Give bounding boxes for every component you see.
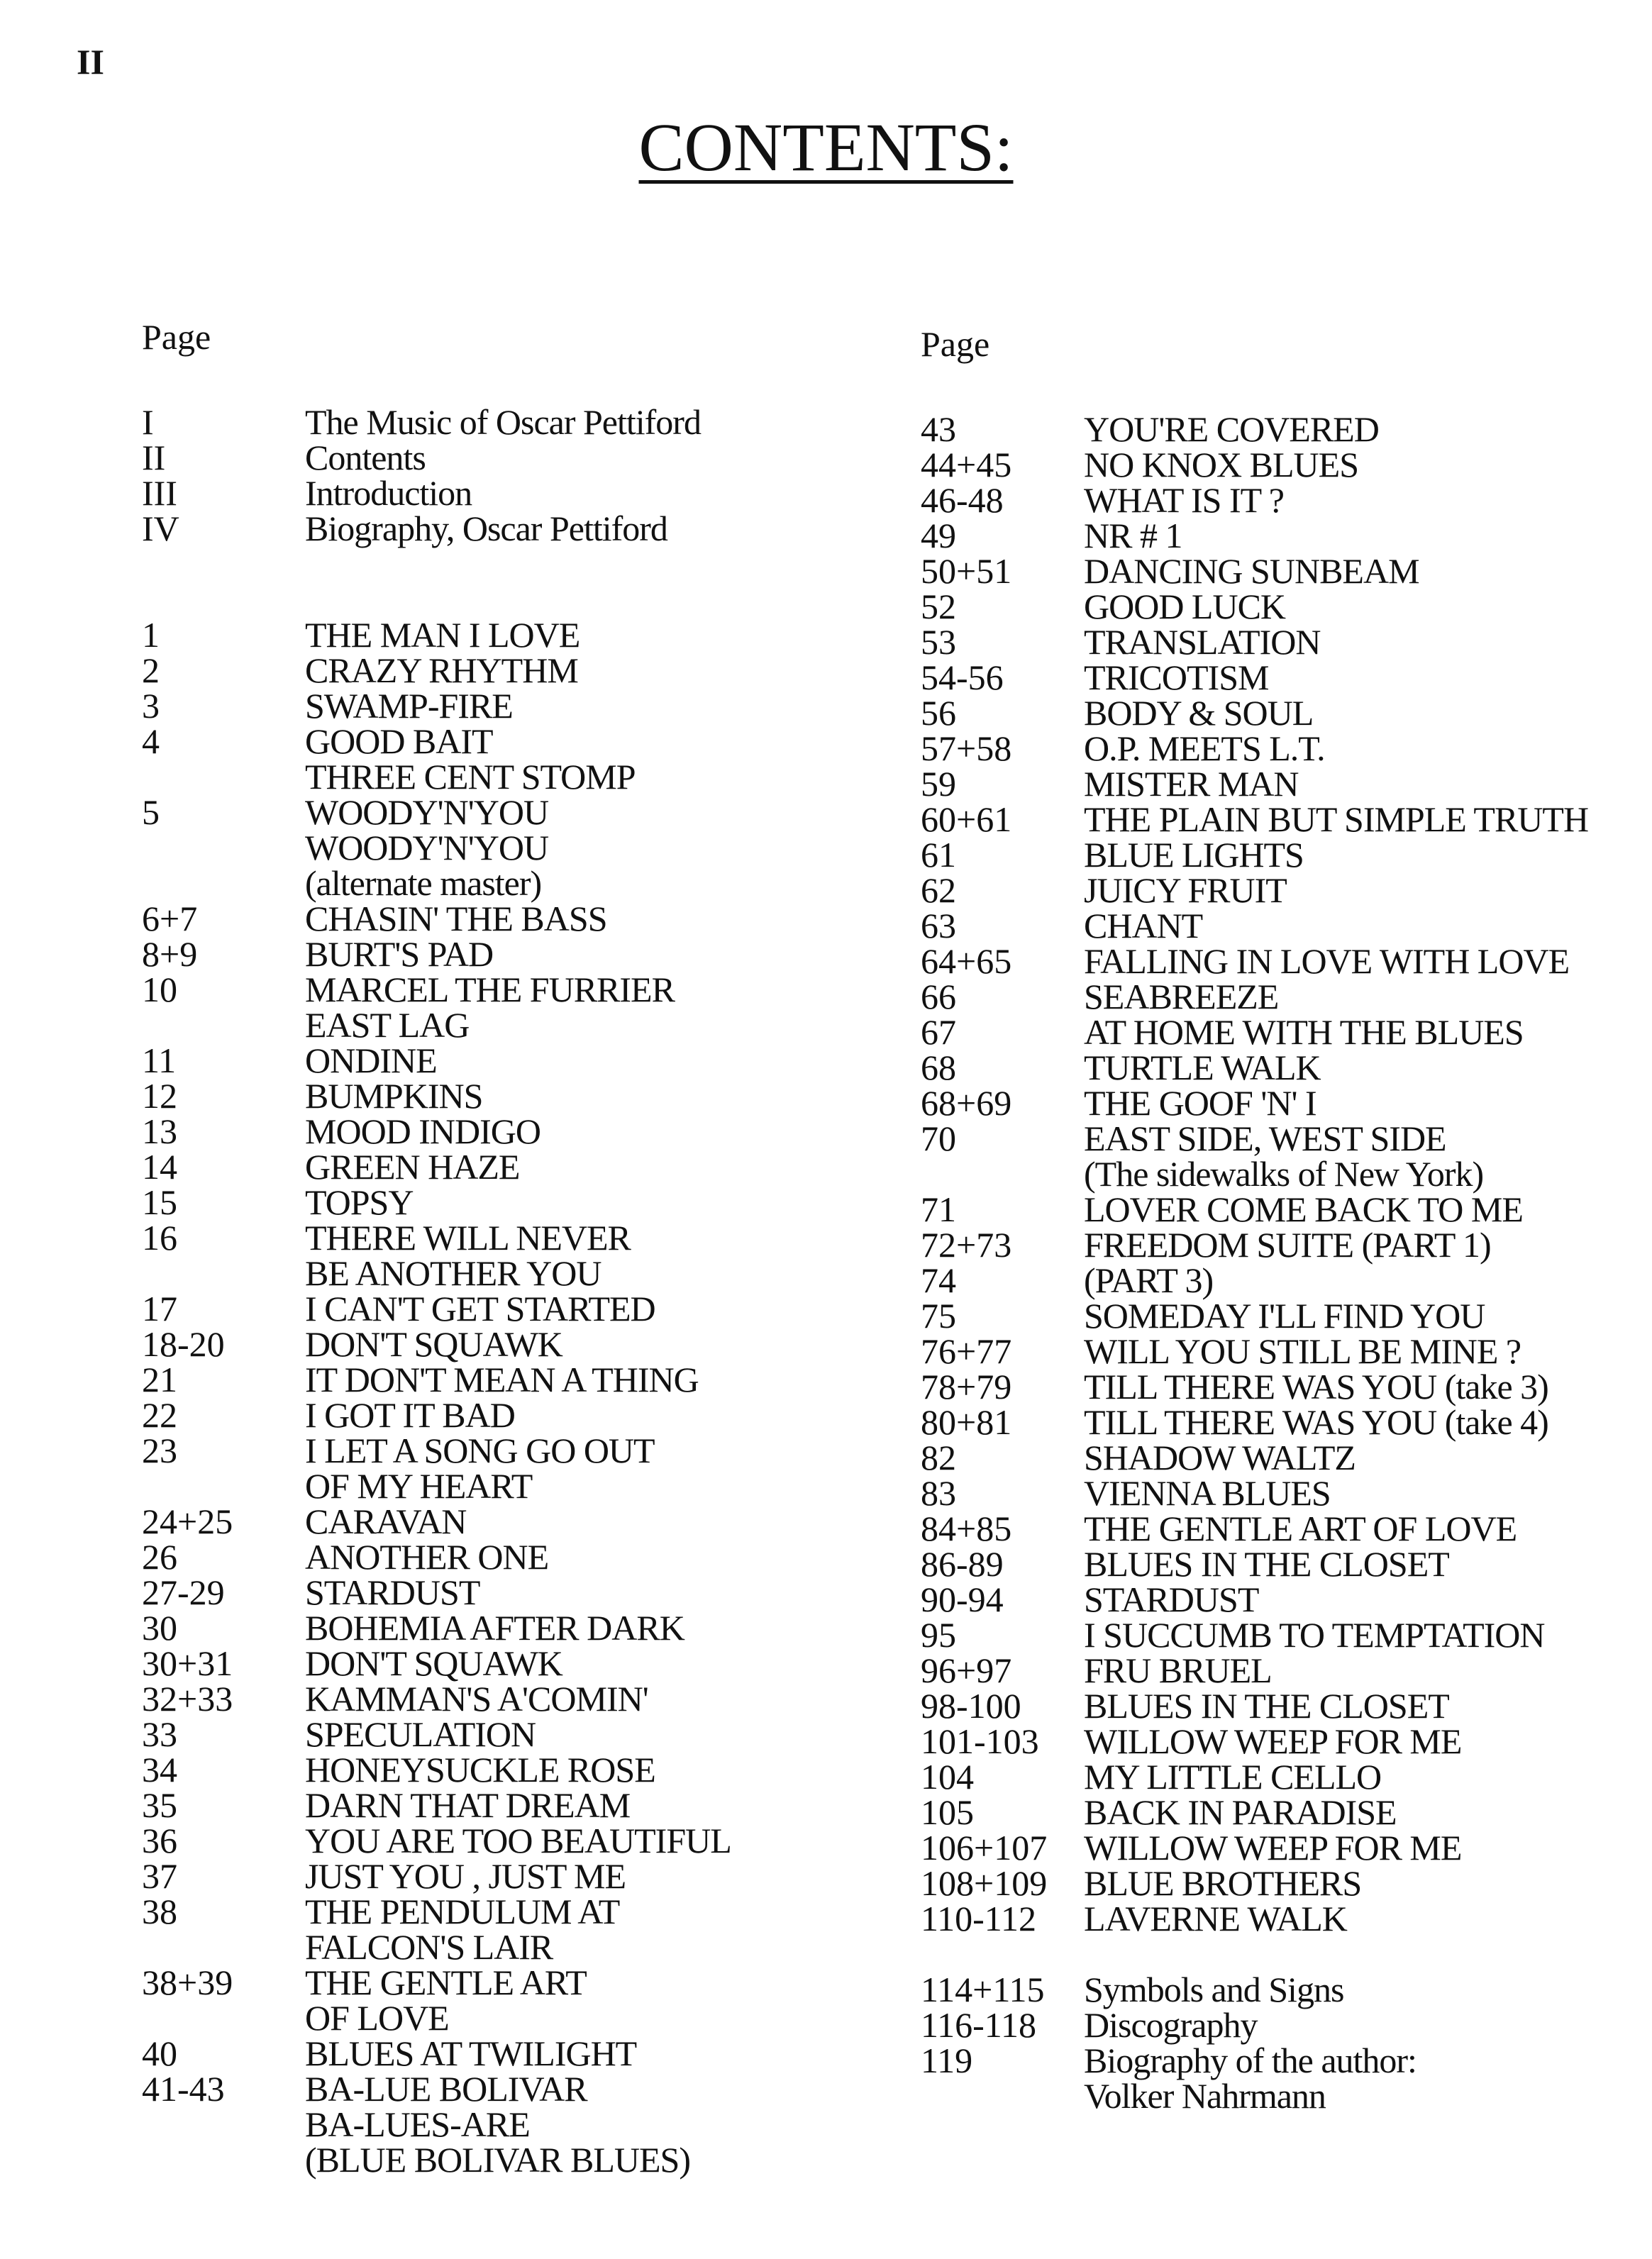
entry-page-number: 16 xyxy=(142,1218,177,1258)
entry-title: HONEYSUCKLE ROSE xyxy=(305,1750,655,1789)
contents-entry xyxy=(921,1121,1637,1156)
entry-page-number: 18-20 xyxy=(142,1324,225,1364)
entry-title: SOMEDAY I'LL FIND YOU xyxy=(1084,1296,1485,1336)
entry-page-number xyxy=(142,1468,305,1504)
entry-title: BLUES IN THE CLOSET xyxy=(1084,1686,1449,1726)
contents-entry xyxy=(142,1433,851,1468)
entry-title: WILL YOU STILL BE MINE ? xyxy=(1084,1331,1521,1371)
entry-title: LAVERNE WALK xyxy=(1084,1899,1347,1938)
contents-entry xyxy=(142,617,851,653)
entry-page-number xyxy=(142,830,305,865)
entry-title: THE PENDULUM AT xyxy=(305,1892,620,1931)
contents-entry xyxy=(921,1369,1637,1404)
contents-entry xyxy=(142,1679,851,1719)
entry-title: DANCING SUNBEAM xyxy=(1084,551,1419,591)
entry-title: DON'T SQUAWK xyxy=(305,1643,562,1683)
contents-entry xyxy=(142,1572,851,1612)
contents-entry xyxy=(921,1830,1637,1865)
entry-page-number xyxy=(142,2000,305,2036)
contents-entry xyxy=(921,695,1637,731)
entry-page-number: 35 xyxy=(142,1785,177,1825)
entry-title: MOOD INDIGO xyxy=(305,1111,541,1151)
entry-title: TRANSLATION xyxy=(1084,622,1321,662)
page-title-text: CONTENTS: xyxy=(638,109,1014,185)
entry-page-number: 74 xyxy=(921,1260,956,1300)
entry-page-number: 78+79 xyxy=(921,1367,1012,1406)
entry-title: SHADOW WALTZ xyxy=(1084,1438,1356,1477)
entry-title: DARN THAT DREAM xyxy=(305,1785,631,1825)
entry-page-number: 63 xyxy=(921,906,956,945)
entry-page-number: 66 xyxy=(921,977,956,1016)
contents-entry xyxy=(142,1468,851,1504)
entry-title: BODY & SOUL xyxy=(1084,693,1314,733)
entry-title: MISTER MAN xyxy=(1084,764,1299,804)
contents-entry xyxy=(142,1362,851,1397)
entry-title: FRU BRUEL xyxy=(1084,1650,1272,1690)
entry-page-number: 38 xyxy=(142,1892,177,1931)
contents-entry xyxy=(921,2043,1637,2078)
contents-entry xyxy=(142,1078,851,1114)
entry-page-number: 53 xyxy=(921,622,956,662)
contents-entry xyxy=(142,2140,851,2180)
entry-title: YOU'RE COVERED xyxy=(1084,409,1379,449)
contents-entry xyxy=(921,1794,1637,1830)
contents-entry xyxy=(142,901,851,936)
contents-entry xyxy=(921,1511,1637,1546)
entry-page-number: 8+9 xyxy=(142,934,198,974)
entry-page-number: 6+7 xyxy=(142,899,198,938)
entry-title: BLUE LIGHTS xyxy=(1084,835,1304,875)
entry-page-number: III xyxy=(142,473,177,513)
contents-entry xyxy=(142,440,851,475)
entry-title: JUICY FRUIT xyxy=(1084,870,1287,910)
entry-title: BURT'S PAD xyxy=(305,934,494,974)
entry-title: BA-LUES-ARE xyxy=(305,2104,530,2144)
contents-entry xyxy=(142,936,851,972)
right-entries-list xyxy=(921,411,1637,2114)
contents-entry xyxy=(921,482,1637,518)
contents-entry xyxy=(142,1858,851,1894)
contents-entry xyxy=(142,1111,851,1151)
entry-title: (The sidewalks of New York) xyxy=(1084,1154,1484,1194)
entry-page-number xyxy=(142,2142,305,2177)
entry-page-number: 67 xyxy=(921,1012,956,1052)
contents-entry xyxy=(921,1440,1637,1475)
entry-page-number: 11 xyxy=(142,1040,177,1080)
contents-entry xyxy=(921,2078,1637,2114)
entry-page-number: 5 xyxy=(142,792,160,832)
entry-title: Volker Nahrmann xyxy=(1084,2076,1326,2116)
entry-page-number: 32+33 xyxy=(142,1679,233,1719)
entry-title: CRAZY RHYTHM xyxy=(305,650,578,690)
contents-entry xyxy=(921,979,1637,1014)
entry-title: Biography, Oscar Pettiford xyxy=(305,509,667,548)
entry-page-number: 17 xyxy=(142,1289,177,1328)
entry-title: MARCEL THE FURRIER xyxy=(305,970,675,1009)
entry-page-number: 116-118 xyxy=(921,2005,1036,2045)
entry-page-number: 82 xyxy=(921,1438,956,1477)
page-title xyxy=(0,109,1652,185)
entry-page-number: 96+97 xyxy=(921,1650,1012,1690)
entry-title: BA-LUE BOLIVAR xyxy=(305,2069,587,2109)
entry-page-number: I xyxy=(142,402,154,442)
entry-title: I GOT IT BAD xyxy=(305,1395,515,1435)
left-entries-list xyxy=(142,402,851,2180)
contents-entry xyxy=(142,1716,851,1752)
contents-entry xyxy=(921,1050,1637,1085)
contents-entry xyxy=(142,686,851,726)
contents-entry xyxy=(921,801,1637,837)
entry-title: SEABREEZE xyxy=(1084,977,1279,1016)
contents-entry xyxy=(142,1929,851,1965)
entry-spacer xyxy=(142,546,851,582)
contents-entry xyxy=(142,1504,851,1539)
contents-entry xyxy=(142,1218,851,1258)
entry-page-number xyxy=(142,759,305,794)
entry-title: WOODY'N'YOU xyxy=(305,828,549,867)
entry-title: ANOTHER ONE xyxy=(305,1537,549,1577)
entry-title: STARDUST xyxy=(305,1572,480,1612)
entry-page-number: 75 xyxy=(921,1296,956,1336)
entry-page-number: 57+58 xyxy=(921,728,1012,768)
entry-page-number: 119 xyxy=(921,2041,973,2080)
contents-entry xyxy=(142,1752,851,1787)
entry-title: WOODY'N'YOU xyxy=(305,792,549,832)
entry-title: Biography of the author: xyxy=(1084,2041,1417,2080)
contents-entry xyxy=(921,1404,1637,1440)
entry-title: BE ANOTHER YOU xyxy=(305,1253,602,1293)
entry-title: STARDUST xyxy=(1084,1580,1259,1619)
entry-title: SWAMP-FIRE xyxy=(305,686,513,726)
entry-title: WILLOW WEEP FOR ME xyxy=(1084,1721,1462,1761)
entry-title: TILL THERE WAS YOU (take 3) xyxy=(1084,1367,1548,1406)
entry-title: BUMPKINS xyxy=(305,1076,483,1116)
entry-page-number xyxy=(142,1929,305,1965)
entry-page-number: 34 xyxy=(142,1750,177,1789)
contents-entry xyxy=(921,624,1637,660)
contents-entry xyxy=(921,1757,1637,1797)
entry-title: EAST LAG xyxy=(305,1005,470,1045)
entry-page-number: 70 xyxy=(921,1119,956,1158)
entry-title: (PART 3) xyxy=(1084,1260,1214,1300)
contents-entry xyxy=(921,1650,1637,1690)
entry-page-number: 10 xyxy=(142,970,177,1009)
entry-title: WHAT IS IT ? xyxy=(1084,480,1284,520)
entry-title: (alternate master) xyxy=(305,863,542,903)
entry-page-number: IV xyxy=(142,509,179,548)
entry-page-number: 15 xyxy=(142,1182,177,1222)
entry-page-number: 46-48 xyxy=(921,480,1004,520)
entry-title: TRICOTISM xyxy=(1084,657,1269,697)
contents-entry xyxy=(921,1189,1637,1229)
entry-page-number: 30 xyxy=(142,1608,177,1648)
contents-entry xyxy=(142,1184,851,1220)
contents-left-column xyxy=(142,317,851,2180)
entry-page-number: 95 xyxy=(921,1615,956,1655)
contents-entry xyxy=(142,757,851,797)
contents-entry xyxy=(142,1965,851,2000)
contents-entry xyxy=(142,723,851,759)
entry-title: TOPSY xyxy=(305,1182,414,1222)
contents-entry xyxy=(921,728,1637,768)
entry-page-number: 61 xyxy=(921,835,956,875)
contents-entry xyxy=(921,1865,1637,1901)
entry-title: CHASIN' THE BASS xyxy=(305,899,607,938)
contents-entry xyxy=(142,1645,851,1681)
entry-title: SPECULATION xyxy=(305,1714,536,1754)
entry-title: THERE WILL NEVER xyxy=(305,1218,631,1258)
entry-title: I LET A SONG GO OUT xyxy=(305,1431,655,1470)
entry-page-number: 54-56 xyxy=(921,657,1004,697)
entry-title: Contents xyxy=(305,438,426,477)
entry-title: IT DON'T MEAN A THING xyxy=(305,1360,699,1399)
contents-entry xyxy=(921,1582,1637,1617)
contents-entry xyxy=(921,1014,1637,1050)
entry-page-number: 27-29 xyxy=(142,1572,225,1612)
contents-entry xyxy=(921,657,1637,697)
entry-title: TURTLE WALK xyxy=(1084,1048,1321,1087)
entry-page-number: 43 xyxy=(921,409,956,449)
contents-entry xyxy=(921,1546,1637,1582)
contents-entry xyxy=(921,2007,1637,2043)
entry-title: KAMMAN'S A'COMIN' xyxy=(305,1679,648,1719)
contents-entry xyxy=(921,1225,1637,1265)
entry-title: Introduction xyxy=(305,473,472,513)
contents-entry xyxy=(921,1296,1637,1336)
entry-title: BACK IN PARADISE xyxy=(1084,1792,1397,1832)
entry-page-number xyxy=(142,1255,305,1291)
contents-entry xyxy=(921,764,1637,804)
entry-page-number: 90-94 xyxy=(921,1580,1004,1619)
entry-page-number: 4 xyxy=(142,721,160,761)
contents-entry xyxy=(142,475,851,511)
entry-title: JUST YOU , JUST ME xyxy=(305,1856,626,1896)
entry-page-number: 14 xyxy=(142,1147,177,1187)
contents-entry xyxy=(921,872,1637,908)
entry-title: THE MAN I LOVE xyxy=(305,615,580,655)
entry-page-number: 110-112 xyxy=(921,1899,1036,1938)
entry-page-number: 86-89 xyxy=(921,1544,1004,1584)
contents-entry xyxy=(142,865,851,901)
entry-page-number: 72+73 xyxy=(921,1225,1012,1265)
entry-title: CARAVAN xyxy=(305,1502,467,1541)
entry-page-number: 76+77 xyxy=(921,1331,1012,1371)
contents-entry xyxy=(142,1539,851,1575)
entry-title: FALLING IN LOVE WITH LOVE xyxy=(1084,941,1570,981)
entry-page-number: 101-103 xyxy=(921,1721,1039,1761)
entry-page-number: 83 xyxy=(921,1473,956,1513)
contents-entry xyxy=(921,1972,1637,2007)
entry-page-number: 84+85 xyxy=(921,1509,1012,1548)
entry-page-number xyxy=(142,865,305,901)
entry-title: THREE CENT STOMP xyxy=(305,757,636,797)
page-number: II xyxy=(77,42,104,82)
entry-title: OF MY HEART xyxy=(305,1466,533,1506)
contents-entry xyxy=(142,1608,851,1648)
entry-page-number: 108+109 xyxy=(921,1863,1048,1903)
entry-page-number: 36 xyxy=(142,1821,177,1860)
entry-title: GREEN HAZE xyxy=(305,1147,520,1187)
entry-page-number: 40 xyxy=(142,2033,177,2073)
entry-title: TILL THERE WAS YOU (take 4) xyxy=(1084,1402,1548,1442)
entry-page-number: 71 xyxy=(921,1189,956,1229)
contents-entry xyxy=(921,1721,1637,1761)
contents-entry xyxy=(921,1617,1637,1653)
contents-entry xyxy=(142,972,851,1007)
entry-page-number: 106+107 xyxy=(921,1828,1048,1867)
contents-entry xyxy=(142,1007,851,1043)
entry-title: Symbols and Signs xyxy=(1084,1970,1344,2009)
entry-page-number: 98-100 xyxy=(921,1686,1021,1726)
entry-page-number xyxy=(142,2107,305,2142)
entry-title: WILLOW WEEP FOR ME xyxy=(1084,1828,1462,1867)
contents-entry xyxy=(142,830,851,865)
contents-entry xyxy=(142,1326,851,1362)
entry-title: I SUCCUMB TO TEMPTATION xyxy=(1084,1615,1545,1655)
contents-entry xyxy=(142,1040,851,1080)
entry-title: BLUE BROTHERS xyxy=(1084,1863,1362,1903)
entry-title: NO KNOX BLUES xyxy=(1084,445,1358,484)
entry-title: YOU ARE TOO BEAUTIFUL xyxy=(305,1821,731,1860)
contents-entry xyxy=(142,404,851,440)
entry-page-number: 59 xyxy=(921,764,956,804)
entry-title: ONDINE xyxy=(305,1040,437,1080)
entry-title: (BLUE BOLIVAR BLUES) xyxy=(305,2140,690,2180)
entry-page-number: 3 xyxy=(142,686,160,726)
entry-title: THE GENTLE ART OF LOVE xyxy=(1084,1509,1517,1548)
contents-entry xyxy=(921,1901,1637,1936)
entry-page-number: 12 xyxy=(142,1076,177,1116)
contents-entry xyxy=(921,1085,1637,1121)
contents-entry xyxy=(142,1147,851,1187)
entry-page-number: 22 xyxy=(142,1395,177,1435)
contents-entry xyxy=(921,1262,1637,1298)
entry-title: O.P. MEETS L.T. xyxy=(1084,728,1325,768)
contents-entry xyxy=(921,589,1637,624)
entry-page-number: 1 xyxy=(142,615,160,655)
entry-page-number: 24+25 xyxy=(142,1502,233,1541)
entry-page-number: 41-43 xyxy=(142,2069,225,2109)
entry-page-number: 62 xyxy=(921,870,956,910)
contents-entry xyxy=(142,1255,851,1291)
contents-entry xyxy=(921,835,1637,875)
entry-title: CHANT xyxy=(1084,906,1203,945)
contents-entry xyxy=(142,2071,851,2107)
entry-page-number: 52 xyxy=(921,587,956,626)
entry-title: AT HOME WITH THE BLUES xyxy=(1084,1012,1524,1052)
contents-entry xyxy=(142,1787,851,1823)
contents-entry xyxy=(921,908,1637,943)
entry-page-number: 60+61 xyxy=(921,799,1012,839)
contents-entry xyxy=(921,553,1637,589)
entry-spacer xyxy=(921,1936,1637,1972)
entry-page-number: 80+81 xyxy=(921,1402,1012,1442)
entry-page-number: 21 xyxy=(142,1360,177,1399)
contents-entry xyxy=(142,1291,851,1326)
entry-title: BLUES IN THE CLOSET xyxy=(1084,1544,1449,1584)
contents-entry xyxy=(921,1156,1637,1192)
entry-title: BOHEMIA AFTER DARK xyxy=(305,1608,684,1648)
entry-page-number xyxy=(142,1007,305,1043)
contents-entry xyxy=(142,650,851,690)
contents-entry xyxy=(142,794,851,830)
contents-entry xyxy=(921,1475,1637,1511)
entry-page-number: 23 xyxy=(142,1431,177,1470)
entry-title: GOOD LUCK xyxy=(1084,587,1286,626)
contents-entry xyxy=(921,518,1637,553)
contents-entry xyxy=(142,2033,851,2073)
entry-title: GOOD BAIT xyxy=(305,721,493,761)
entry-title: THE GENTLE ART xyxy=(305,1963,587,2002)
entry-title: I CAN'T GET STARTED xyxy=(305,1289,655,1328)
contents-entry xyxy=(921,1688,1637,1724)
entry-page-number: 64+65 xyxy=(921,941,1012,981)
entry-title: LOVER COME BACK TO ME xyxy=(1084,1189,1523,1229)
right-column-page-header: Page xyxy=(921,324,990,364)
contents-entry xyxy=(142,2104,851,2144)
entry-title: DON'T SQUAWK xyxy=(305,1324,562,1364)
entry-title: FREEDOM SUITE (PART 1) xyxy=(1084,1225,1491,1265)
entry-page-number: 33 xyxy=(142,1714,177,1754)
entry-page-number xyxy=(921,2078,1084,2114)
entry-title: THE PLAIN BUT SIMPLE TRUTH xyxy=(1084,799,1589,839)
entry-page-number: 44+45 xyxy=(921,445,1012,484)
entry-page-number: 2 xyxy=(142,650,160,690)
entry-page-number: 26 xyxy=(142,1537,177,1577)
entry-title: MY LITTLE CELLO xyxy=(1084,1757,1382,1797)
entry-page-number: 68+69 xyxy=(921,1083,1012,1123)
contents-entry xyxy=(142,2000,851,2036)
contents-entry xyxy=(142,511,851,546)
contents-right-column xyxy=(921,326,1637,2114)
entry-title: Discography xyxy=(1084,2005,1258,2045)
entry-page-number: II xyxy=(142,438,166,477)
contents-entry xyxy=(142,1397,851,1433)
entry-title: BLUES AT TWILIGHT xyxy=(305,2033,637,2073)
entry-page-number: 37 xyxy=(142,1856,177,1896)
entry-page-number: 68 xyxy=(921,1048,956,1087)
entry-page-number: 114+115 xyxy=(921,1970,1045,2009)
entry-page-number: 104 xyxy=(921,1757,974,1797)
entry-page-number: 50+51 xyxy=(921,551,1012,591)
contents-entry xyxy=(142,1894,851,1929)
entry-title: NR # 1 xyxy=(1084,516,1182,555)
entry-title: FALCON'S LAIR xyxy=(305,1927,553,1967)
entry-page-number: 105 xyxy=(921,1792,974,1832)
contents-entry xyxy=(921,411,1637,447)
left-column-page-header: Page xyxy=(142,317,211,357)
entry-page-number: 38+39 xyxy=(142,1963,233,2002)
contents-entry xyxy=(921,447,1637,482)
entry-spacer xyxy=(142,582,851,617)
entry-page-number: 56 xyxy=(921,693,956,733)
entry-title: VIENNA BLUES xyxy=(1084,1473,1331,1513)
entry-page-number: 30+31 xyxy=(142,1643,233,1683)
entry-title: EAST SIDE, WEST SIDE xyxy=(1084,1119,1446,1158)
contents-entry xyxy=(142,1823,851,1858)
entry-title: OF LOVE xyxy=(305,1998,449,2038)
contents-entry xyxy=(921,943,1637,979)
entry-page-number xyxy=(921,1156,1084,1192)
entry-page-number: 49 xyxy=(921,516,956,555)
entry-title: THE GOOF 'N' I xyxy=(1084,1083,1316,1123)
entry-title: The Music of Oscar Pettiford xyxy=(305,402,701,442)
entry-page-number: 13 xyxy=(142,1111,177,1151)
contents-entry xyxy=(921,1333,1637,1369)
